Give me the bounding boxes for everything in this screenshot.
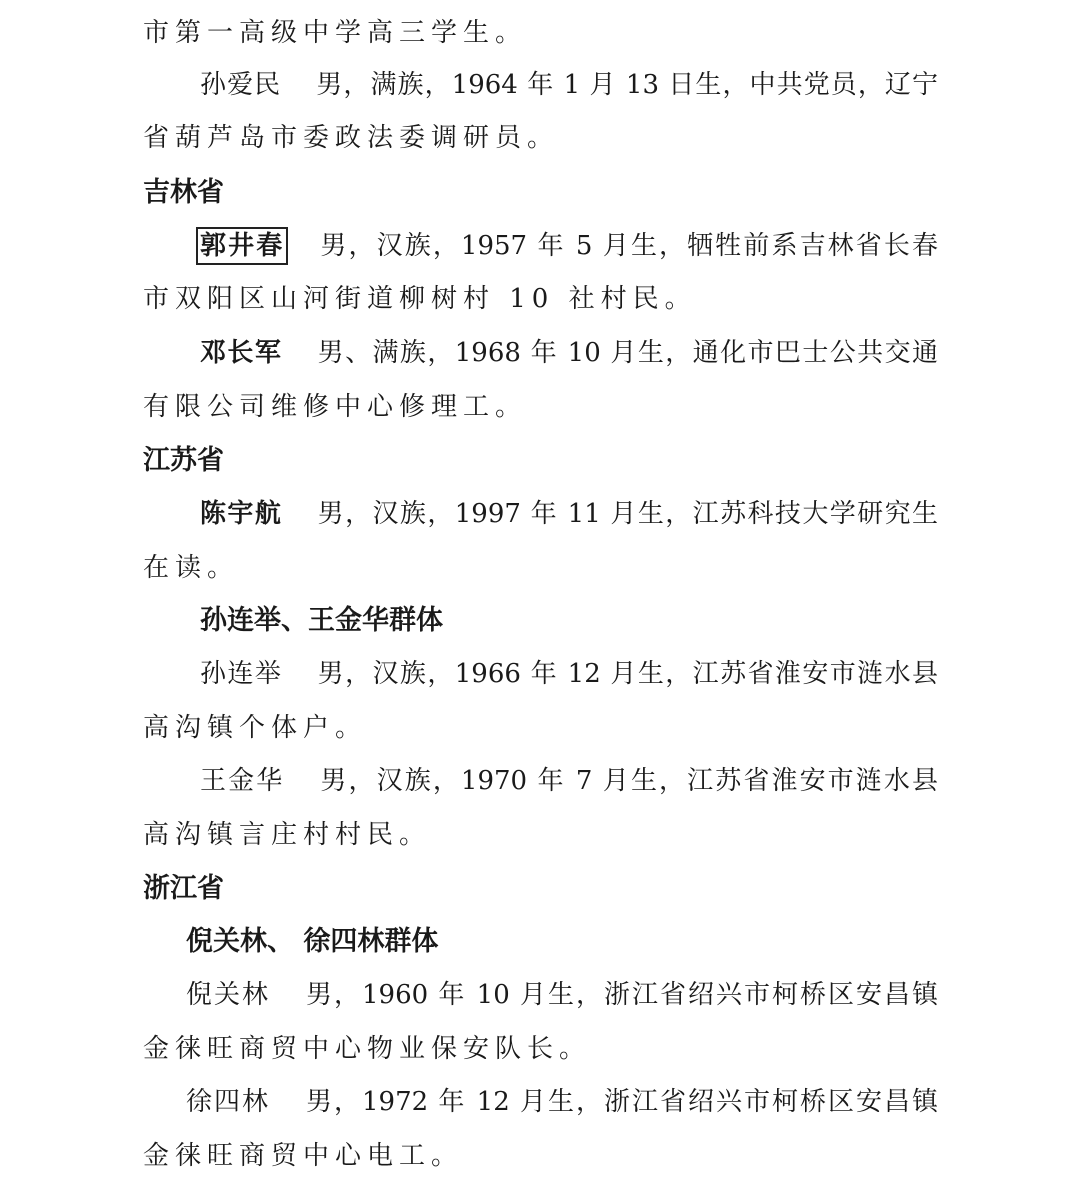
text-line: 在读。 — [143, 553, 240, 583]
text-line: 金徕旺商贸中心电工。 — [143, 1141, 464, 1171]
text-line: 市双阳区山河街道柳树村 10 社村民。 — [143, 284, 697, 314]
person-name: 孙连举 — [200, 659, 283, 689]
person-name: 孙爱民 — [200, 70, 282, 100]
text-line: 省葫芦岛市委政法委调研员。 — [143, 123, 560, 153]
person-entry-chen-yuhang — [200, 496, 938, 532]
person-entry-ni-guanlin — [186, 977, 938, 1013]
person-entry-sun-aimin — [200, 67, 938, 103]
person-desc: 男，汉族，1957 年 5 月生，牺牲前系吉林省长春 — [318, 231, 938, 261]
person-name: 邓长军 — [200, 338, 283, 368]
person-desc: 男，满族，1964 年 1 月 13 日生，中共党员，辽宁 — [315, 70, 938, 100]
person-name: 倪关林 — [186, 980, 270, 1010]
person-entry-wang-jinhua — [200, 763, 938, 799]
person-name-highlighted: 郭井春 — [200, 231, 285, 261]
person-entry-sun-lianju — [200, 656, 938, 692]
text-line: 金徕旺商贸中心物业保安队长。 — [143, 1034, 592, 1064]
group-heading: 倪关林、 徐四林群体 — [186, 926, 439, 957]
person-name: 徐四林 — [186, 1087, 270, 1117]
person-desc: 男，1972 年 12 月生，浙江省绍兴市柯桥区安昌镇 — [304, 1087, 938, 1117]
person-desc: 男、满族，1968 年 10 月生，通化市巴士公共交通 — [316, 338, 938, 368]
province-heading-zhejiang: 浙江省 — [143, 873, 224, 904]
person-desc: 男，1960 年 10 月生，浙江省绍兴市柯桥区安昌镇 — [304, 980, 938, 1010]
person-desc: 男，汉族，1997 年 11 月生，江苏科技大学研究生 — [316, 499, 938, 529]
group-heading: 孙连举、王金华群体 — [200, 605, 443, 636]
person-name: 陈宇航 — [200, 499, 283, 529]
text-line: 有限公司维修中心修理工。 — [143, 392, 528, 422]
person-entry-deng-changjun — [200, 335, 938, 371]
person-entry-xu-silin — [186, 1084, 938, 1120]
person-desc: 男，汉族，1970 年 7 月生，江苏省淮安市涟水县 — [318, 766, 938, 796]
person-entry-guo-jingchun — [200, 228, 938, 264]
person-desc: 男，汉族，1966 年 12 月生，江苏省淮安市涟水县 — [316, 659, 938, 689]
text-line: 高沟镇个体户。 — [143, 713, 368, 743]
person-name: 王金华 — [200, 766, 285, 796]
province-heading-jilin: 吉林省 — [143, 177, 224, 208]
province-heading-jiangsu: 江苏省 — [143, 445, 224, 476]
text-line: 市第一高级中学高三学生。 — [143, 18, 528, 48]
text-line: 高沟镇言庄村村民。 — [143, 820, 432, 850]
